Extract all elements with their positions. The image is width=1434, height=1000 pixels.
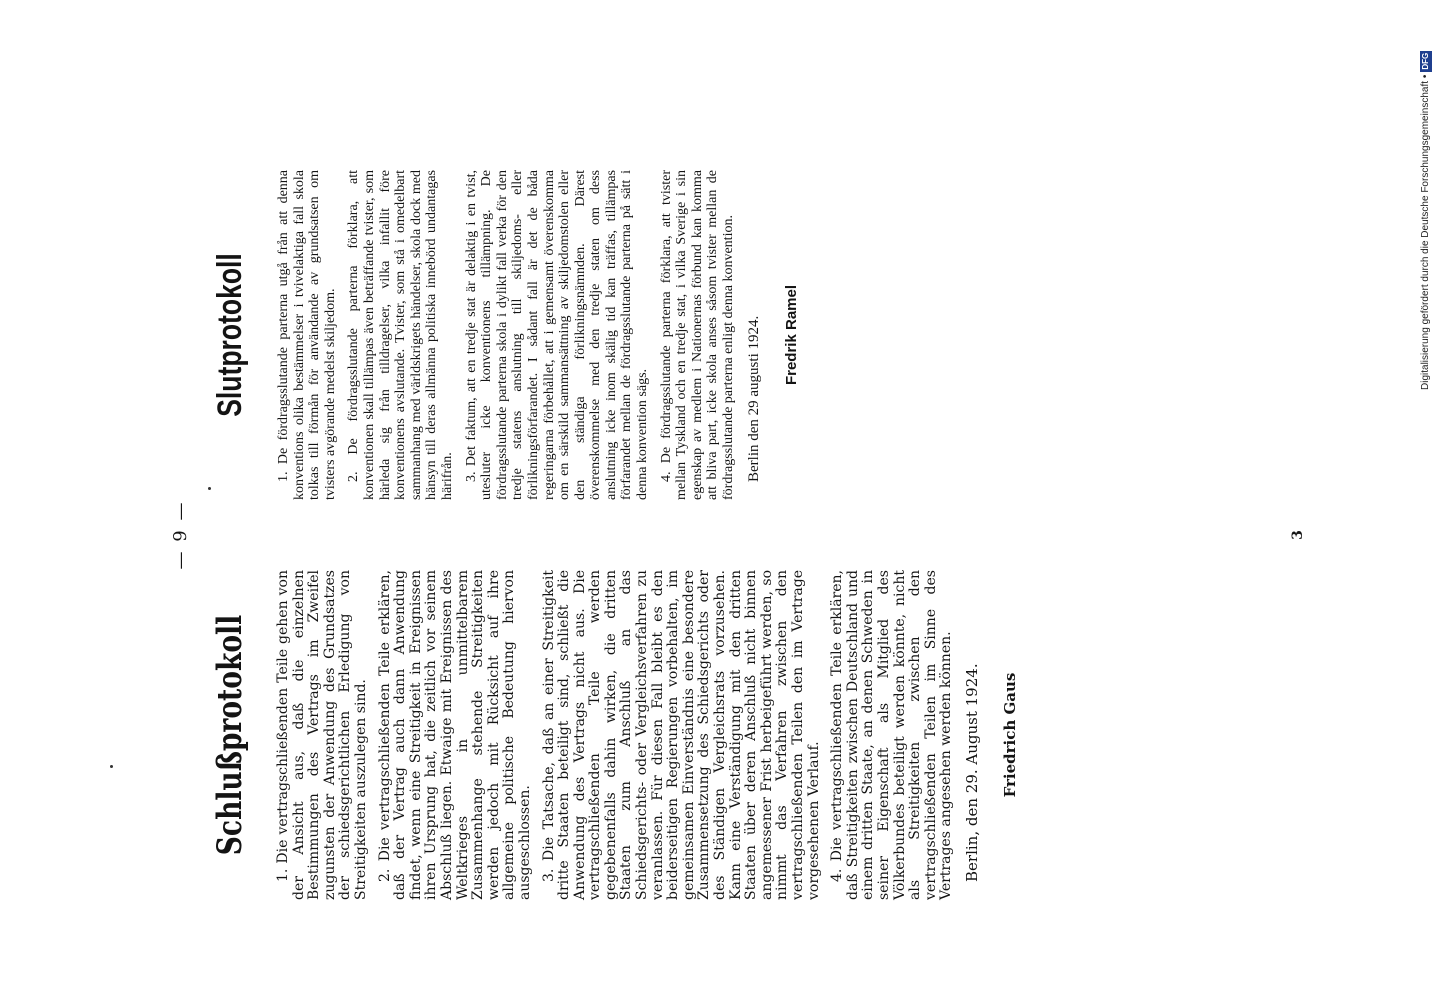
credit-text: Digitalisierung gefördert durch die Deutsche Forschungsgemeinschaft • <box>1420 74 1431 390</box>
scan-speck <box>110 765 113 768</box>
german-title: Schlußprotokoll <box>210 614 250 856</box>
german-column <box>210 570 1018 900</box>
german-signature: Friedrich Gaus <box>1000 672 1019 798</box>
swedish-signature: Fredrik Ramel <box>783 284 801 386</box>
dfg-logo: DFG <box>1421 52 1430 70</box>
swedish-date: Berlin den 29 augusti 1924. <box>745 315 762 482</box>
page-number-footer: 3 <box>1290 530 1306 540</box>
swedish-paragraph-2: 2. De fördragsslutande parterna förklara, att konventionen skall tillämpas även beträffande tvister, som härleda sig från tilldragelser, vilka infallit före konventionens avslutande. Tvister, som stå i omedelbart sammanhang med världskrigets händelser, skola dock med hänsyn till deras allmänna politiska innebörd undantagas härifrån. <box>346 170 455 500</box>
german-paragraph-3: 3. Die Tatsache, daß an einer Streitigkeit dritte Staaten beteiligt sind, schließt die Anwendung des Vertrags nicht aus. Die vertragschließenden Teile werden gegebenenfalls dahin wirken, die dritten Staaten zum Anschluß an das Schiedsgerichts- oder Vergleichsverfahren zu veranlassen. Für diesen Fall bleibt es den beiderseitigen Regierungen vorbehalten, im gemeinsamen Einverständnis eine besondere Zusammensetzung des Schiedsgerichts oder des Ständigen Vergleichsrats vorzusehen. Kann eine Verständigung mit den dritten Staaten über deren Anschluß nicht binnen angemessener Frist herbeigeführt werden, so nimmt das Verfahren zwischen den vertragschließenden Teilen den im Vertrage vorgesehenen Verlauf. <box>540 570 822 900</box>
page-number-header: — 9 — <box>170 500 191 570</box>
german-paragraph-4: 4. Die vertragschließenden Teile erklären, daß Streitigkeiten zwischen Deutschland und einem dritten Staate, an denen Schweden in seiner Eigenschaft als Mitglied des Völkerbundes beteiligt werden könnte, nicht als Streitigkeiten zwischen den vertragschließenden Teilen im Sinne des Vertrages angesehen werden können. <box>829 570 955 900</box>
german-date: Berlin, den 29. August 1924. <box>962 663 981 882</box>
german-paragraph-1: 1. Die vertragschließenden Teile gehen von der Ansicht aus, daß die einzelnen Bestimmungen des Vertrags im Zweifel zugunsten der Anwendung des Grundsatzes der schiedsgerichtlichen Erledigung von Streitigkeiten auszulegen sind. <box>275 570 369 900</box>
german-paragraph-2: 2. Die vertragschließenden Teile erklären, daß der Vertrag auch dann Anwendung findet, wenn eine Streitigkeit in Ereignissen ihren Ursprung hat, die zeitlich vor seinem Abschluß liegen. Etwaige mit Ereignissen des Weltkrieges in unmittelbarem Zusammenhange stehende Streitigkeiten werden jedoch mit Rücksicht auf ihre allgemeine politische Bedeutung hiervon ausgeschlossen. <box>376 570 533 900</box>
swedish-title: Slutprotokoll <box>211 253 249 417</box>
digitization-credit <box>1419 8 1433 390</box>
swedish-column <box>210 170 800 500</box>
scan-speck <box>208 487 211 490</box>
rotated-document <box>150 110 1330 960</box>
swedish-paragraph-4: 4. De fördragsslutande parterna förklara, att tvister mellan Tyskland och en tredje stat, i vilka Sverige i sin egenskap av medlem i Nationernas förbund kan komma att bliva part, icke skola anses såsom tvister mellan de fördragsslutande parterna enligt denna konvention. <box>658 170 737 500</box>
swedish-paragraph-1: 1. De fördragsslutande parterna utgå från att denna konventions olika bestämmelser i tvivelaktiga fall skola tolkas till förmån för användande av grundsatsen om tvisters avgörande medelst skiljedom. <box>276 170 338 500</box>
swedish-paragraph-3: 3. Det faktum, att en tredje stat är delaktig i en tvist, utesluter icke konventionens tillämpning. De fördragsslutande parterna skola i dylikt fall verka för den tredje statens anslutning till skiljedoms- eller förlikningsförfarandet. I sådant fall är det de båda regeringarna förbehållet, att i gemensamt överenskomma om en särskild sammansättning av skiljedomstolen eller den ständiga förlikningsnämnden. Därest överenskommelse med den tredje staten om dess anslutning icke inom skälig tid kan träffas, tillämpas förfarandet mellan de fördragsslutande parterna på sätt i denna konvention sägs. <box>463 170 651 500</box>
